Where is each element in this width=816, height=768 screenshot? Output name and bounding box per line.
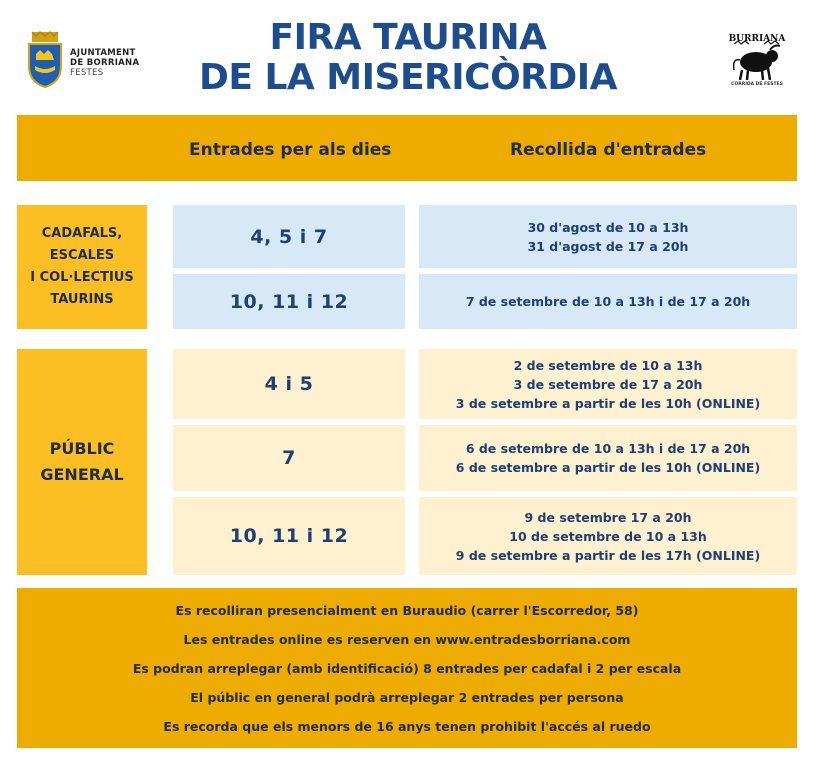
category-line: CADAFALS, [41,226,123,241]
category-line: ESCALES [49,248,115,263]
pickup-cell [419,205,797,268]
pickup-line: 9 de setembre a partir de les 17h (ONLINE) [455,547,761,563]
footer-note: Les entrades online es reserven en www.entradesborriana.com [183,631,631,647]
footer-note: El públic en general podrà arreplegar 2 entrades per persona [190,689,624,705]
pickup-line: 30 d'agost de 10 a 13h [527,219,689,235]
category-line: GENERAL [40,465,124,484]
burriana-festes-logo [726,30,788,92]
pickup-line: 31 d'agost de 17 a 20h [527,238,689,254]
category-public [17,349,147,575]
days-cell: 4, 5 i 7 [173,205,405,268]
pickup-line: 3 de setembre a partir de les 10h (ONLINE) [455,395,761,411]
header-days: Entrades per als dies [189,140,392,160]
pickup-line: 6 de setembre de 10 a 13h i de 17 a 20h [465,441,751,456]
pickup-line: 6 de setembre a partir de les 10h (ONLINE) [455,460,761,475]
pickup-line: 10 de setembre de 10 a 13h [509,528,707,544]
pickup-cell [419,425,797,491]
emblem-caption: CORRIDA DE FESTES [731,82,783,87]
logo-text-line3: FESTES [70,68,104,78]
pickup-line: 9 de setembre 17 a 20h [524,509,692,525]
pickup-cell [419,497,797,575]
pickup-cell [419,349,797,419]
footer-note: Es podran arreplegar (amb identificació) 8 entrades per cadafal i 2 per escala [132,660,682,676]
category-line: I COL·LECTIUS [30,270,134,285]
category-line: TAURINS [50,292,114,307]
coat-of-arms-icon [26,30,64,88]
days-cell: 10, 11 i 12 [173,497,405,575]
footer-note: Es recorda que els menors de 16 anys tenen prohibit l'accés al ruedo [163,718,651,734]
pickup-line: 2 de setembre de 10 a 13h [513,357,703,373]
logo-text-line1: AJUNTAMENT [70,48,136,58]
days-cell: 4 i 5 [173,349,405,419]
emblem-word: BURRIANA [728,34,786,44]
pickup-cell [419,274,797,329]
days-cell: 7 [173,425,405,491]
pickup-line: 3 de setembre de 17 a 20h [513,376,703,392]
title-line1: FIRA TAURINA [269,17,547,58]
category-line: PÚBLIC [49,439,115,458]
logo-text-line2: DE BORRIANA [70,58,140,68]
table-header [17,115,797,181]
page-title [150,18,666,98]
footer-note: Es recolliran presencialment en Buraudio (carrer l'Escorredor, 58) [175,602,639,618]
bull-emblem-icon [726,30,788,82]
category-cadafals [17,205,147,329]
ajuntament-logo [26,30,146,90]
footer-notes [17,588,797,748]
days-cell: 10, 11 i 12 [173,274,405,329]
pickup-line: 7 de setembre de 10 a 13h i de 17 a 20h [465,294,751,309]
title-line2: DE LA MISERICÒRDIA [198,57,618,98]
header-pickup: Recollida d'entrades [510,140,707,160]
